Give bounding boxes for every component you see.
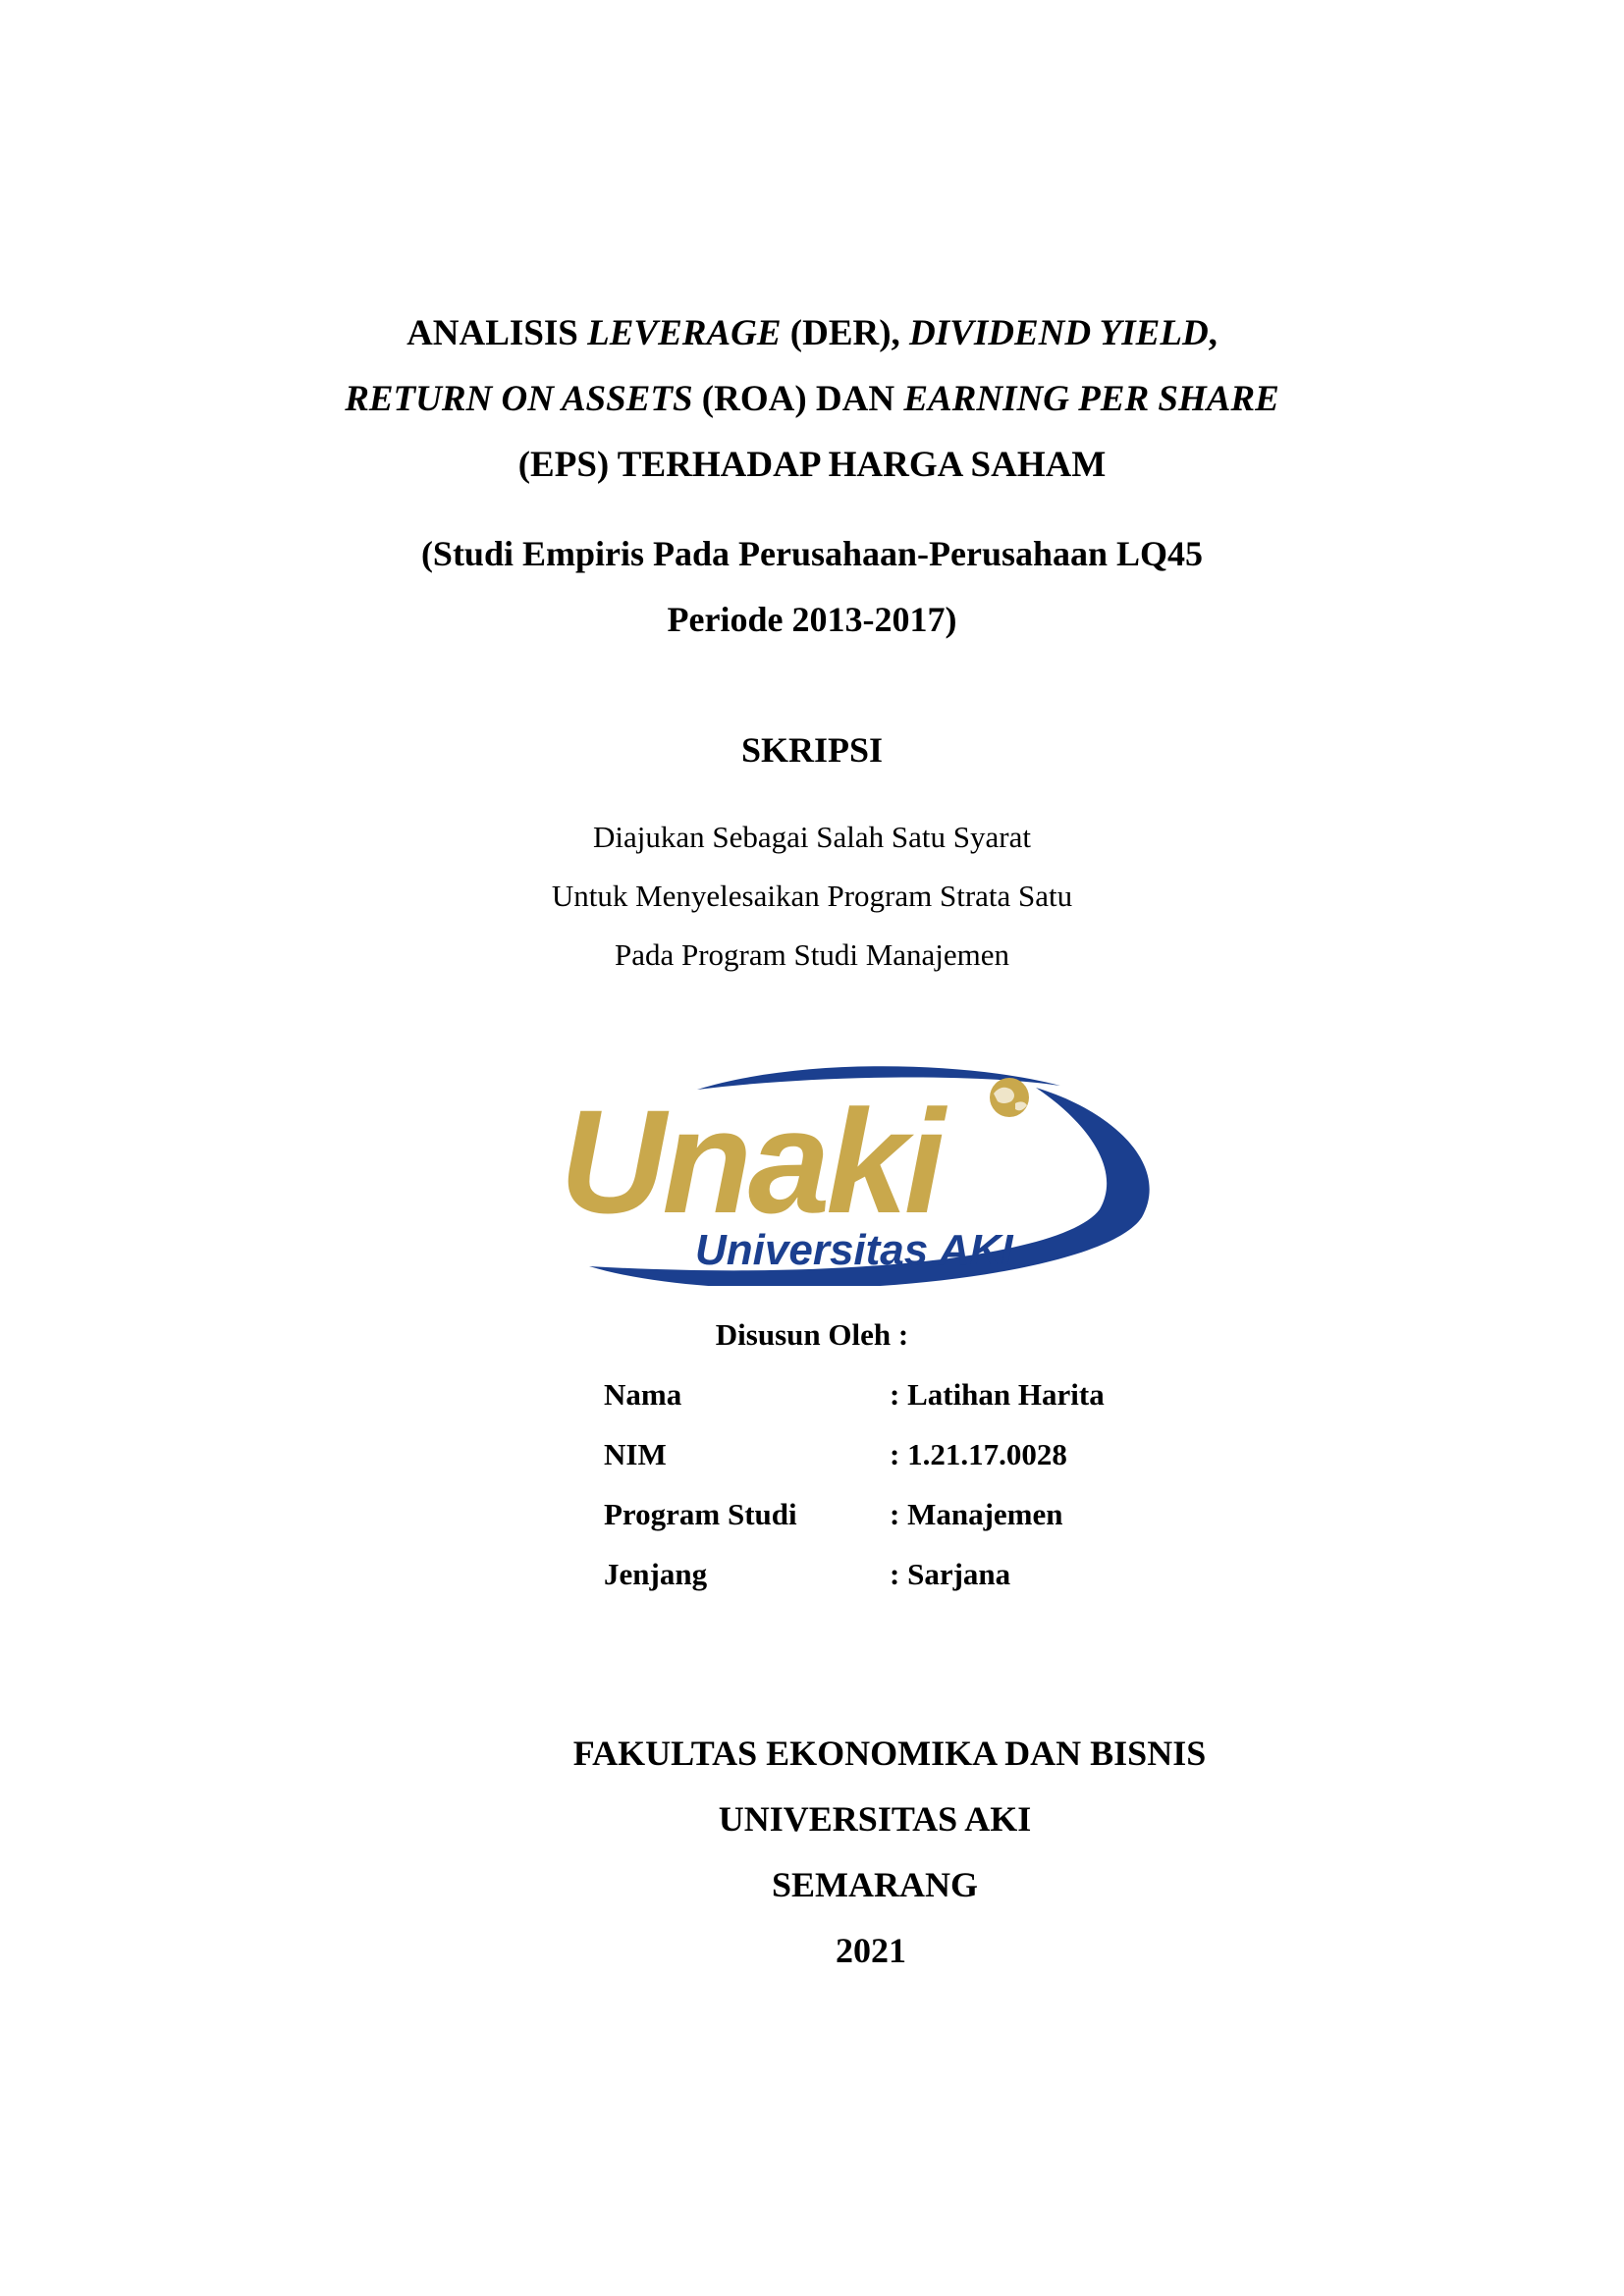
title-part-italic: RETURN ON ASSETS <box>345 379 693 419</box>
city-name: SEMARANG <box>771 1865 978 1904</box>
logo-wordmark: Unaki <box>560 1079 942 1244</box>
university-name: UNIVERSITAS AKI <box>718 1799 1032 1839</box>
title-line-3: (EPS) TERHADAP HARGA SAHAM <box>517 445 1107 485</box>
purpose-line-2: Untuk Menyelesaikan Program Strata Satu <box>551 879 1073 913</box>
university-logo <box>550 1060 1159 1286</box>
globe-icon <box>990 1078 1029 1117</box>
author-label-nama: Nama <box>604 1377 682 1412</box>
year: 2021 <box>836 1931 906 1970</box>
author-label-nim: NIM <box>604 1437 667 1471</box>
unaki-logo-graphic <box>550 1060 1159 1286</box>
title-part: (DER), <box>781 313 910 353</box>
purpose-line-1: Diajukan Sebagai Salah Satu Syarat <box>593 820 1031 854</box>
author-value-nama: : Latihan Harita <box>890 1377 1105 1412</box>
title-part: (ROA) DAN <box>692 379 904 419</box>
purpose-line-3: Pada Program Studi Manajemen <box>614 937 1010 972</box>
title-part: ANALISIS <box>406 313 588 353</box>
author-value-program-studi: : Manajemen <box>890 1497 1063 1531</box>
author-label-program-studi: Program Studi <box>604 1497 797 1531</box>
subtitle-line-1: (Studi Empiris Pada Perusahaan-Perusahaan LQ45 <box>420 534 1204 573</box>
subtitle-line-2: Periode 2013-2017) <box>667 600 957 639</box>
logo-tagline: Universitas AKI <box>695 1226 1013 1274</box>
title-line-1 <box>0 312 1624 354</box>
author-value-jenjang: : Sarjana <box>890 1557 1011 1591</box>
title-line-2 <box>0 378 1624 420</box>
title-part-italic: LEVERAGE <box>587 313 782 353</box>
title-part: , <box>1208 313 1218 353</box>
document-type: SKRIPSI <box>740 730 884 770</box>
title-part-italic: EARNING PER SHARE <box>903 379 1279 419</box>
title-part-italic: DIVIDEND YIELD <box>909 313 1209 353</box>
author-label-jenjang: Jenjang <box>604 1557 708 1591</box>
author-value-nim: : 1.21.17.0028 <box>890 1437 1067 1471</box>
faculty-name: FAKULTAS EKONOMIKA DAN BISNIS <box>572 1734 1207 1773</box>
author-heading: Disusun Oleh : <box>715 1317 909 1352</box>
